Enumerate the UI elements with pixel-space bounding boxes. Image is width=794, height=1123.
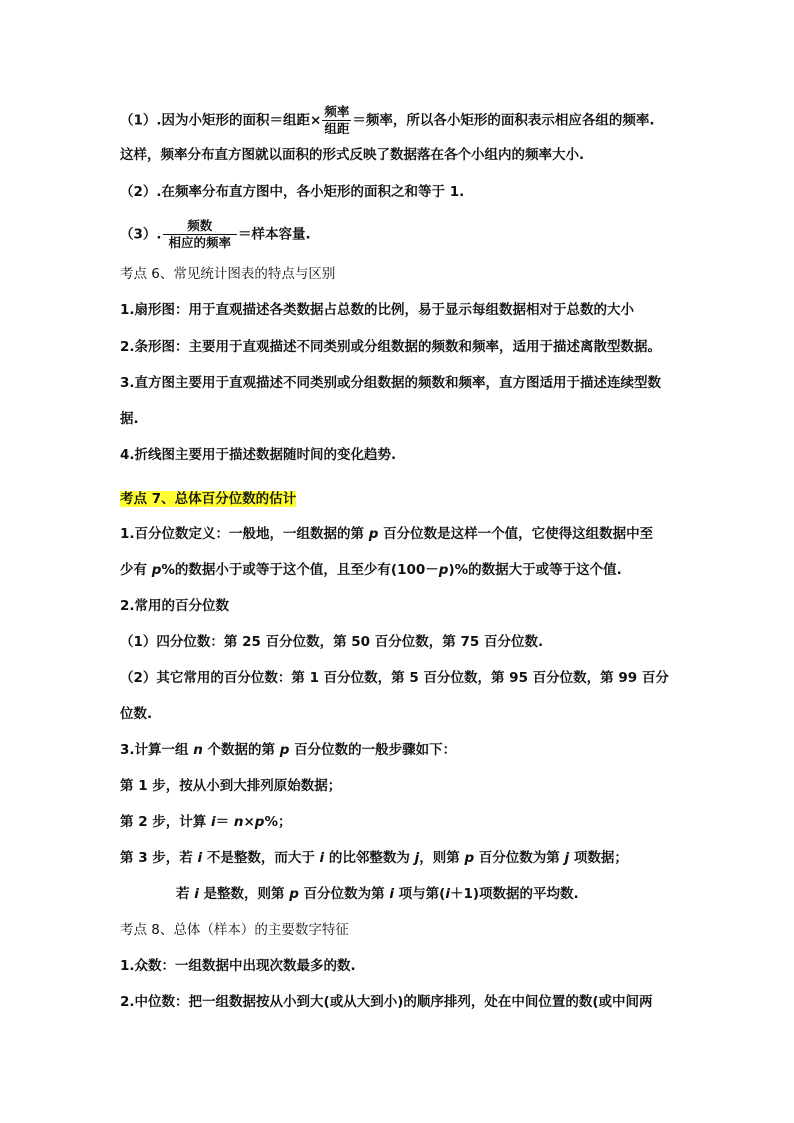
var-n: n [233, 814, 244, 830]
section7-item-3 [120, 741, 456, 759]
text: 3.计算一组 [120, 742, 194, 758]
text: 百分位数为第 [298, 886, 390, 902]
text: )%的数据大于或等于这个值. [448, 562, 622, 578]
line-1-suffix: ＝频率，所以各小矩形的面积表示相应各组的频率. [352, 112, 655, 129]
section7-item-1-cont [120, 561, 622, 579]
text: 第 3 步，若 [120, 850, 198, 866]
text: ＋1)项数据的平均数. [449, 886, 579, 902]
text: 百分位数为第 [474, 850, 565, 866]
highlighted-heading: 考点 7、总体百分位数的估计 [120, 491, 297, 507]
section7-item-2: 2.常用的百分位数 [120, 598, 230, 614]
text: 百分位数是这样一个值，它使得这组数据中至 [378, 526, 654, 542]
var-i: i [194, 886, 199, 902]
var-p: p [368, 526, 379, 542]
var-i: i [389, 886, 394, 902]
section7-item-2-2: （2）其它常用的百分位数：第 1 百分位数，第 5 百分位数，第 95 百分位数，第 99 百分 [120, 670, 669, 686]
var-j: j [564, 850, 570, 866]
var-p: p [438, 562, 449, 578]
text: 若 [176, 886, 195, 902]
var-i: i [211, 814, 216, 830]
var-p: p [254, 814, 265, 830]
section6-item-2: 2.条形图：主要用于直观描述不同类别或分组数据的频数和频率，适用于描述离散型数据。 [120, 339, 662, 355]
section7-item-2-1: （1）四分位数：第 25 百分位数，第 50 百分位数，第 75 百分位数. [120, 634, 544, 650]
text: ，则第 [419, 850, 465, 866]
section-heading-6: 考点 6、常见统计图表的特点与区别 [120, 266, 336, 282]
step-3 [120, 849, 628, 867]
section8-item-1: 1.众数：一组数据中出现次数最多的数. [120, 958, 356, 974]
section6-item-3-cont: 据. [120, 411, 139, 427]
fraction-count-over-frequency [163, 218, 238, 251]
fraction-numerator: 频率 [324, 104, 350, 119]
var-p: p [289, 886, 299, 902]
text: %； [264, 814, 292, 830]
text: 的比邻整数为 [324, 850, 415, 866]
section8-item-2: 2.中位数：把一组数据按从小到大(或从大到小)的顺序排列，处在中间位置的数(或中间两 [120, 994, 653, 1010]
var-i: i [319, 850, 325, 866]
var-p: p [151, 562, 162, 578]
var-n: n [193, 742, 203, 758]
var-i: i [197, 850, 203, 866]
line-2: 这样，频率分布直方图就以面积的形式反映了数据落在各个小组内的频率大小. [120, 147, 585, 163]
step-1: 第 1 步，按从小到大排列原始数据； [120, 778, 342, 794]
text: 第 2 步，计算 [120, 814, 211, 830]
line-1-prefix: （1）.因为小矩形的面积＝组距× [120, 112, 322, 129]
step-2 [120, 813, 291, 831]
section7-item-1 [120, 525, 653, 543]
text: 百分位数的一般步骤如下： [289, 742, 457, 758]
line-3: （2）.在频率分布直方图中，各小矩形的面积之和等于 1. [120, 184, 465, 200]
text: ＝ [215, 814, 234, 830]
text: 个数据的第 [202, 742, 280, 758]
fraction-numerator: 频数 [163, 218, 238, 235]
var-p: p [279, 742, 290, 758]
line-4 [120, 218, 311, 251]
text: 不是整数，而大于 [202, 850, 320, 866]
text: 项数据； [569, 850, 628, 866]
text: 少有 [120, 562, 152, 578]
fraction-denominator: 组距 [324, 121, 350, 136]
line-4-prefix: （3）. [120, 226, 162, 243]
section6-item-4: 4.折线图主要用于描述数据随时间的变化趋势. [120, 447, 397, 463]
section7-item-2-2-cont: 位数. [120, 706, 153, 722]
section6-item-3: 3.直方图主要用于直观描述不同类别或分组数据的频数和频率，直方图适用于描述连续型数 [120, 375, 662, 391]
line-4-suffix: ＝样本容量. [238, 226, 311, 243]
var-p: p [464, 850, 475, 866]
section-heading-8: 考点 8、总体（样本）的主要数字特征 [120, 922, 349, 938]
var-i: i [445, 886, 450, 902]
text: 是整数，则第 [198, 886, 290, 902]
fraction-frequency-over-width [322, 104, 351, 137]
fraction-denominator: 相应的频率 [168, 235, 232, 250]
step-3-alt [176, 885, 579, 903]
var-j: j [414, 850, 420, 866]
text: %的数据小于或等于这个值，且至少有(100－ [161, 562, 439, 578]
text: × [243, 814, 255, 830]
text: 项与第( [393, 886, 446, 902]
section-heading-7 [120, 490, 296, 508]
section6-item-1: 1.扇形图：用于直观描述各类数据占总数的比例，易于显示每组数据相对于总数的大小 [120, 302, 635, 318]
line-1 [120, 104, 655, 137]
text: 1.百分位数定义：一般地，一组数据的第 [120, 526, 369, 542]
